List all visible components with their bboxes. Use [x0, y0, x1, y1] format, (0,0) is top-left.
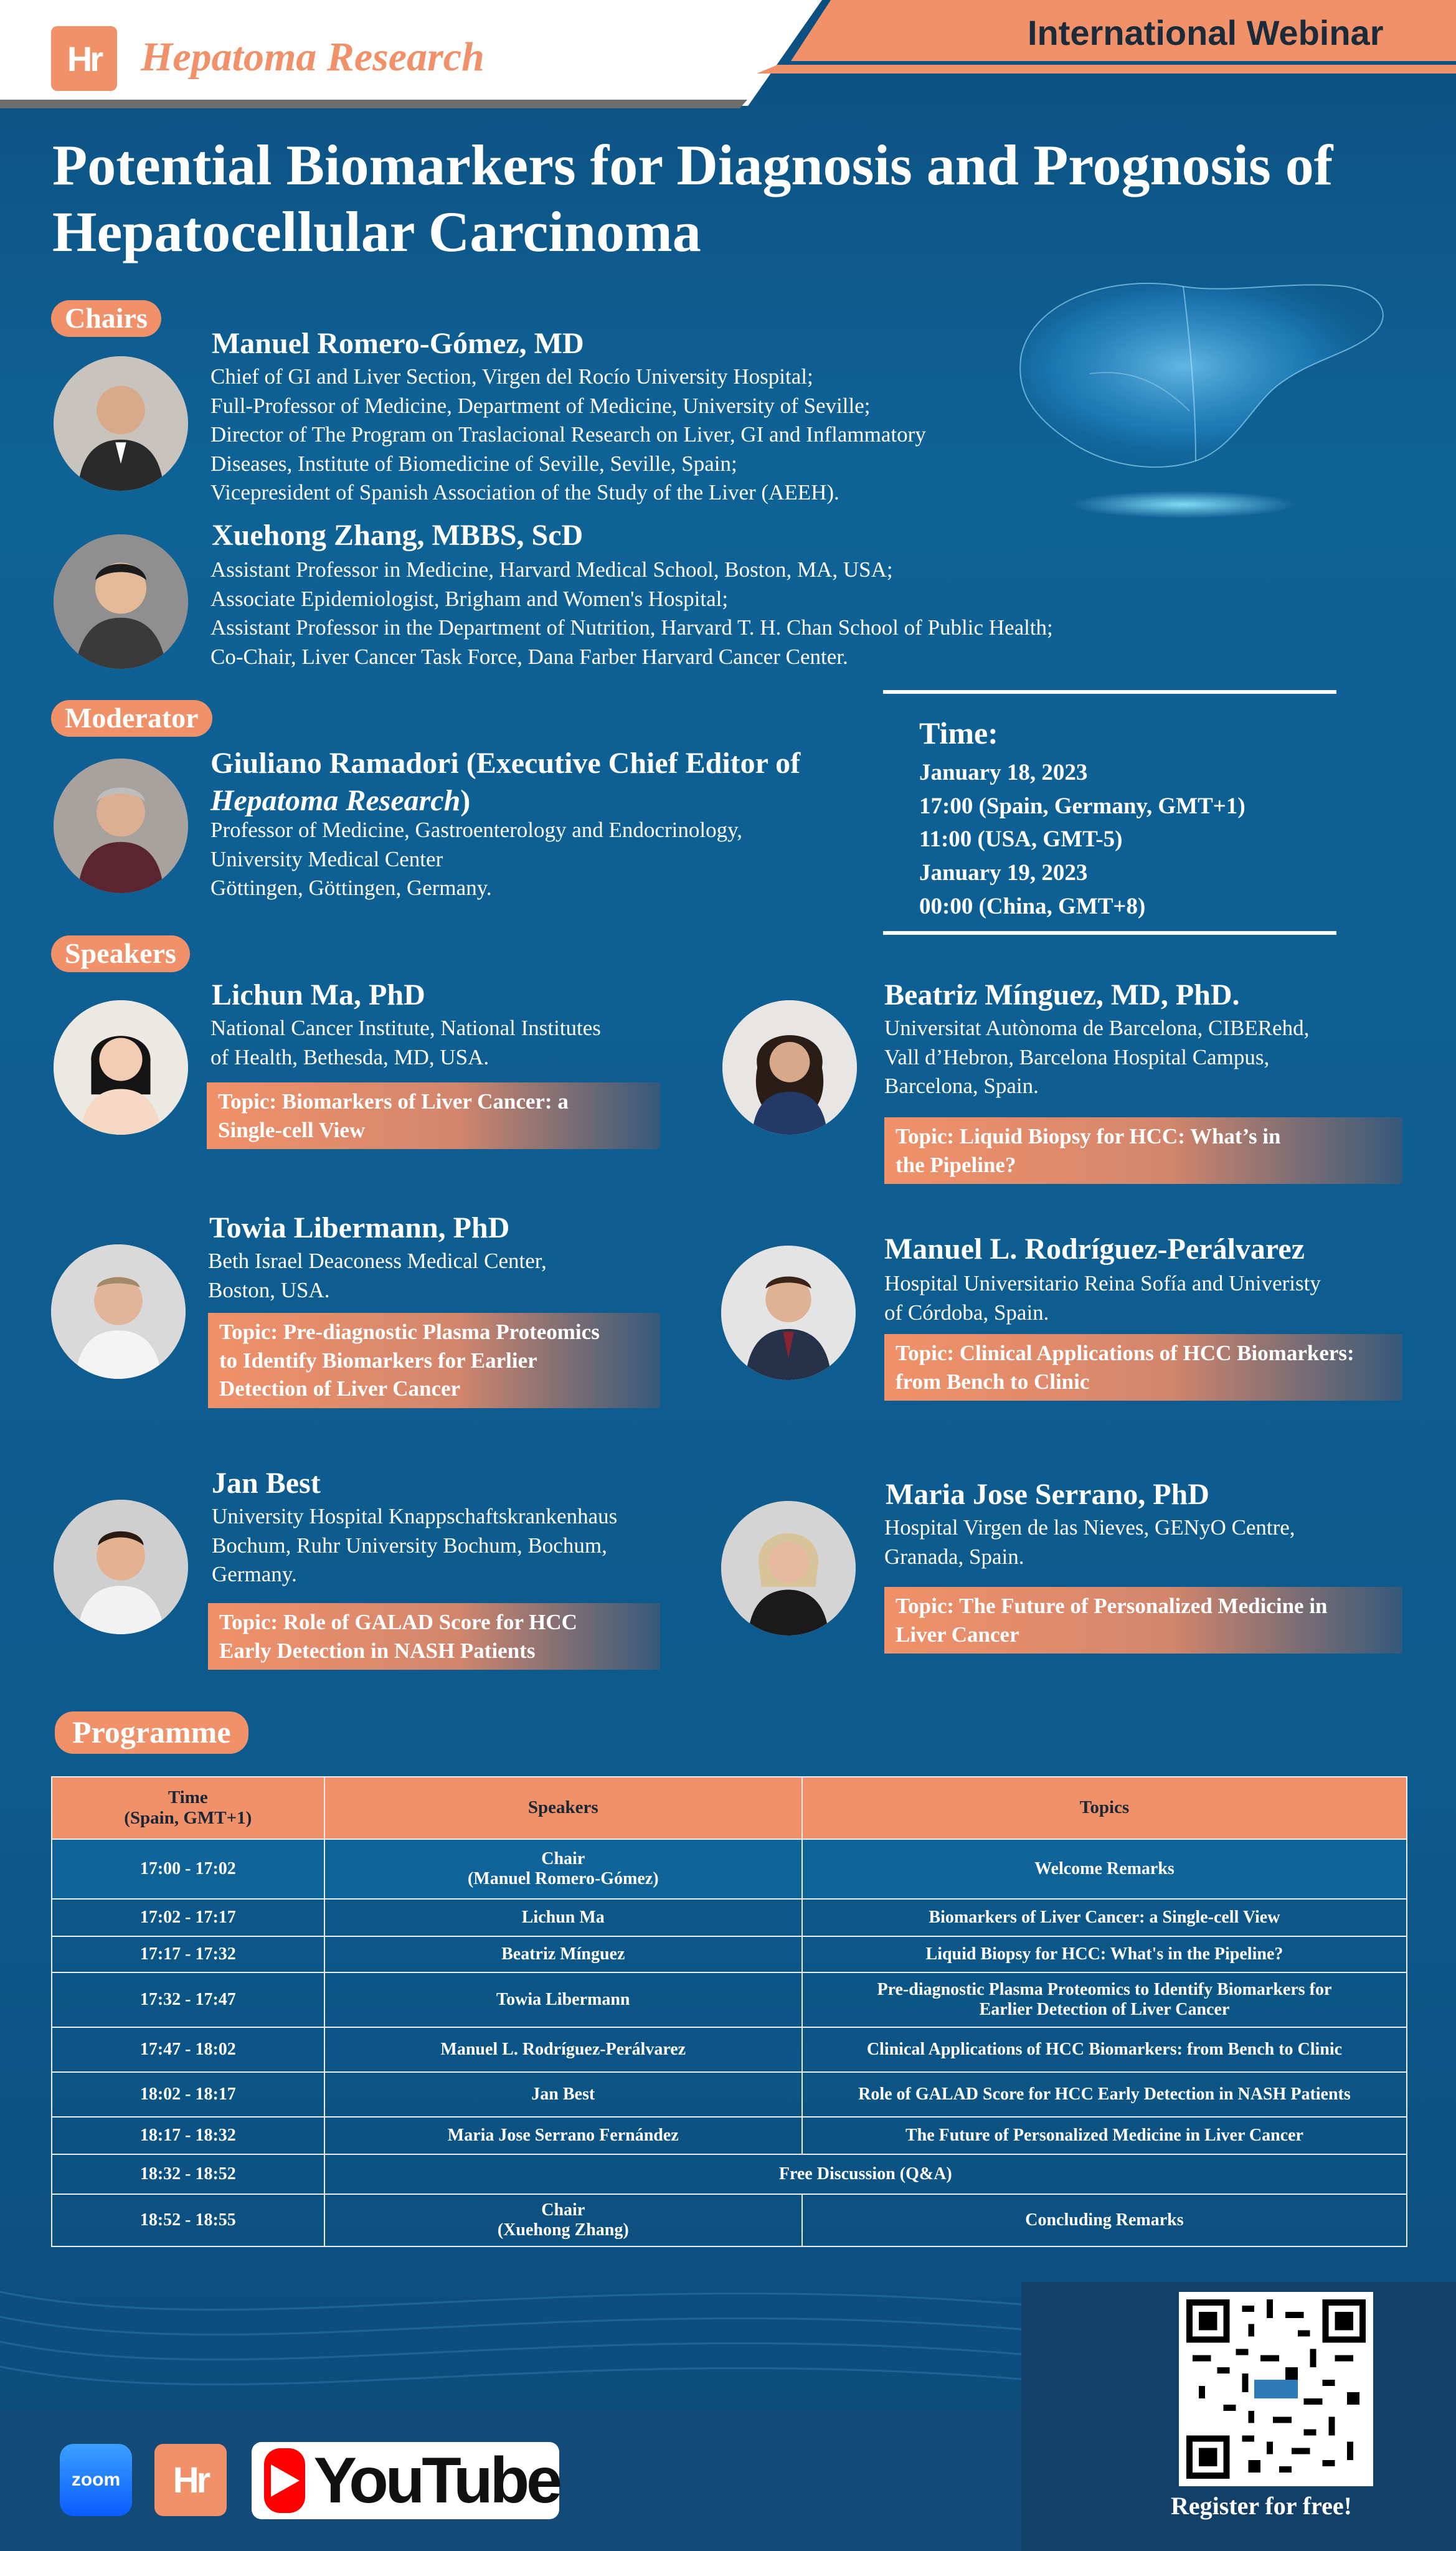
header-time-label: Time: [168, 1787, 208, 1807]
speaker-avatar: [721, 1501, 856, 1635]
table-row: [52, 2117, 1407, 2154]
topic-line: Topic: Role of GALAD Score for HCC: [219, 1610, 577, 1634]
time-box: [883, 690, 1336, 935]
speaker-affiliation-line: Barcelona, Spain.: [884, 1074, 1039, 1099]
speaker-avatar: [54, 1000, 188, 1135]
table-row: [52, 1972, 1407, 2027]
row-topic: Concluding Remarks: [802, 2194, 1407, 2246]
moderator-journal-italic: Hepatoma Research: [210, 784, 461, 817]
row-speaker-line: (Manuel Romero-Gómez): [467, 1869, 659, 1888]
row-speaker: Towia Libermann: [324, 1972, 802, 2027]
speaker-topic: [884, 1587, 1402, 1654]
moderator-tag: Moderator: [51, 700, 212, 737]
speaker-affiliation-line: Granada, Spain.: [884, 1544, 1024, 1569]
header-divider: [0, 100, 747, 108]
speaker-topic: [208, 1313, 660, 1408]
row-topic: Clinical Applications of HCC Biomarkers: from Bench to Clinic: [802, 2027, 1407, 2072]
speaker-topic: [884, 1117, 1402, 1184]
row-topic-line: Earlier Detection of Liver Cancer: [979, 2000, 1230, 2019]
speaker-affiliation-line: Beth Israel Deaconess Medical Center,: [208, 1249, 547, 1273]
topic-line: Liver Cancer: [896, 1622, 1019, 1647]
page-title: [52, 132, 1391, 265]
chair-1-line: Vicepresident of Spanish Association of the Study of the Liver (AEEH).: [210, 480, 839, 505]
speaker-avatar: [54, 1500, 188, 1634]
moderator-line: University Medical Center: [210, 846, 443, 871]
moderator-name-close: ): [460, 784, 471, 817]
time-line: 00:00 (China, GMT+8): [919, 893, 1146, 919]
speaker-name: Towia Libermann, PhD: [209, 1211, 510, 1244]
time-line: January 18, 2023: [919, 760, 1088, 785]
speaker-name: Jan Best: [212, 1467, 321, 1500]
table-row: [52, 1899, 1407, 1936]
row-time: 17:17 - 17:32: [52, 1936, 324, 1972]
speaker-avatar: [721, 1246, 856, 1380]
speaker-affiliation: [884, 1513, 1295, 1571]
table-row: [52, 1936, 1407, 1972]
row-time: 17:02 - 17:17: [52, 1899, 324, 1936]
row-speaker: [324, 1839, 802, 1899]
row-time: 18:32 - 18:52: [52, 2154, 324, 2194]
speaker-affiliation: [208, 1247, 547, 1305]
speaker-topic: [207, 1082, 660, 1149]
row-time: 18:02 - 18:17: [52, 2072, 324, 2117]
topic-line: Topic: Clinical Applications of HCC Biomarkers:: [896, 1341, 1354, 1365]
moderator-line: Professor of Medicine, Gastroenterology and Endocrinology,: [210, 818, 743, 842]
chair-1-line: Full-Professor of Medicine, Department of Medicine, University of Seville;: [210, 393, 871, 418]
row-time: 17:00 - 17:02: [52, 1839, 324, 1899]
row-time: 18:52 - 18:55: [52, 2194, 324, 2246]
topic-line: Topic: The Future of Personalized Medicine in: [896, 1594, 1328, 1618]
chair-2-line: Associate Epidemiologist, Brigham and Women's Hospital;: [210, 586, 729, 611]
speaker-affiliation-line: of Córdoba, Spain.: [884, 1300, 1049, 1325]
youtube-logo-icon[interactable]: [252, 2442, 559, 2519]
row-speaker: Beatriz Mínguez: [324, 1936, 802, 1972]
chairs-tag: Chairs: [51, 300, 161, 337]
table-row: [52, 2072, 1407, 2117]
speaker-avatar: [51, 1244, 186, 1379]
title-line-2: Hepatocellular Carcinoma: [52, 199, 701, 263]
moderator-affiliation: [210, 816, 742, 903]
speaker-topic: [208, 1603, 660, 1670]
header-orange-stripe: [757, 65, 1456, 73]
programme-tag: Programme: [55, 1711, 248, 1754]
speaker-affiliation-line: University Hospital Knappschaftskrankenhaus: [212, 1504, 618, 1528]
chair-1-avatar: [54, 356, 188, 491]
speaker-affiliation-line: of Health, Bethesda, MD, USA.: [210, 1044, 489, 1069]
chair-2-line: Assistant Professor in Medicine, Harvard Medical School, Boston, MA, USA;: [210, 557, 893, 582]
row-topic: Welcome Remarks: [802, 1839, 1407, 1899]
chair-1-line: Diseases, Institute of Biomedicine of Seville, Seville, Spain;: [210, 451, 737, 476]
table-row: [52, 2154, 1407, 2194]
time-line: 11:00 (USA, GMT-5): [919, 826, 1123, 853]
row-topic: Role of GALAD Score for HCC Early Detection in NASH Patients: [802, 2072, 1407, 2117]
programme-header-row: [52, 1777, 1407, 1839]
speaker-affiliation-line: Hospital Virgen de las Nieves, GENyO Centre,: [884, 1515, 1295, 1540]
row-speaker: Maria Jose Serrano Fernández: [324, 2117, 802, 2154]
zoom-logo-icon[interactable]: zoom: [60, 2444, 132, 2516]
header-time-zone: (Spain, GMT+1): [124, 1808, 252, 1828]
row-topic: Liquid Biopsy for HCC: What's in the Pipeline?: [802, 1936, 1407, 1972]
moderator-line: Göttingen, Göttingen, Germany.: [210, 876, 492, 901]
topic-line: Topic: Liquid Biopsy for HCC: What’s in: [896, 1124, 1281, 1148]
register-link[interactable]: Register for free!: [1171, 2492, 1352, 2520]
liver-illustration-icon: [996, 262, 1395, 561]
speaker-affiliation-line: Bochum, Ruhr University Bochum, Bochum,: [212, 1533, 607, 1558]
topic-line: Single-cell View: [218, 1117, 366, 1142]
speaker-affiliation: [212, 1502, 617, 1589]
youtube-wordmark: YouTube: [313, 2444, 559, 2517]
table-row: [52, 1839, 1407, 1899]
speaker-name: Maria Jose Serrano, PhD: [886, 1478, 1209, 1511]
hr-logo-icon[interactable]: Hr: [154, 2444, 227, 2516]
speaker-affiliation-line: Vall d’Hebron, Barcelona Hospital Campus,: [884, 1044, 1270, 1069]
row-speaker-line: (Xuehong Zhang): [497, 2220, 629, 2240]
chair-2-line: Co-Chair, Liver Cancer Task Force, Dana Farber Harvard Cancer Center.: [210, 644, 848, 669]
speaker-affiliation-line: Universitat Autònoma de Barcelona, CIBERehd,: [884, 1016, 1310, 1040]
youtube-play-icon: [264, 2448, 305, 2513]
topic-line: Early Detection in NASH Patients: [219, 1638, 536, 1663]
speaker-name: Lichun Ma, PhD: [212, 978, 425, 1011]
programme-table: [51, 1776, 1407, 2247]
time-title: Time:: [919, 716, 998, 750]
moderator-name-line-2: [210, 782, 800, 820]
chair-1-line: Director of The Program on Traslacional Research on Liver, GI and Inflammatory: [210, 422, 926, 447]
speaker-affiliation: [884, 1014, 1309, 1101]
speakers-tag: Speakers: [51, 935, 190, 972]
row-speaker: Lichun Ma: [324, 1899, 802, 1936]
row-merged: Free Discussion (Q&A): [324, 2154, 1407, 2194]
qr-code-icon[interactable]: [1179, 2292, 1373, 2486]
speaker-name: Beatriz Mínguez, MD, PhD.: [884, 978, 1240, 1011]
chair-1-affiliation: [210, 362, 926, 508]
row-time: 17:47 - 18:02: [52, 2027, 324, 2072]
moderator-avatar: [54, 759, 188, 893]
row-speaker: [324, 2194, 802, 2246]
row-topic: Biomarkers of Liver Cancer: a Single-cell View: [802, 1899, 1407, 1936]
topic-line: Detection of Liver Cancer: [219, 1376, 461, 1401]
speaker-name: Manuel L. Rodríguez-Perálvarez: [884, 1233, 1305, 1266]
column-header-speakers: Speakers: [324, 1777, 802, 1839]
title-line-1: Potential Biomarkers for Diagnosis and Prognosis of: [52, 133, 1333, 197]
time-line: January 19, 2023: [919, 859, 1088, 886]
decorative-wave-lines: [0, 2267, 1021, 2411]
row-topic-line: Pre-diagnostic Plasma Proteomics to Identify Biomarkers for: [877, 1979, 1332, 1999]
speaker-avatar: [722, 1000, 857, 1135]
hr-logo-icon: Hr: [51, 26, 117, 91]
chair-1-line: Chief of GI and Liver Section, Virgen del Rocío University Hospital;: [210, 364, 813, 389]
speaker-topic: [884, 1334, 1402, 1401]
chair-2-line: Assistant Professor in the Department of Nutrition, Harvard T. H. Chan School of Public Health;: [210, 615, 1053, 640]
chair-2-avatar: [54, 534, 188, 669]
row-time: 18:17 - 18:32: [52, 2117, 324, 2154]
speaker-affiliation: [210, 1014, 601, 1072]
speaker-affiliation-line: National Cancer Institute, National Institutes: [210, 1016, 601, 1040]
moderator-name: [210, 745, 800, 820]
row-topic: [802, 1972, 1407, 2027]
topic-line: Topic: Biomarkers of Liver Cancer: a: [218, 1089, 569, 1114]
column-header-time: [52, 1777, 324, 1839]
column-header-topics: Topics: [802, 1777, 1407, 1839]
moderator-name-line-1: Giuliano Ramadori (Executive Chief Editor of: [210, 747, 801, 780]
speaker-affiliation-line: Hospital Universitario Reina Sofía and Univeristy: [884, 1271, 1321, 1295]
chair-1-name: Manuel Romero-Gómez, MD: [212, 327, 584, 360]
speaker-affiliation-line: Boston, USA.: [208, 1277, 330, 1302]
journal-name: Hepatoma Research: [141, 34, 485, 80]
topic-line: the Pipeline?: [896, 1152, 1016, 1177]
speaker-affiliation: [884, 1269, 1321, 1327]
topic-line: Topic: Pre-diagnostic Plasma Proteomics: [219, 1320, 600, 1344]
row-topic: The Future of Personalized Medicine in Liver Cancer: [802, 2117, 1407, 2154]
chair-2-affiliation: [210, 556, 1053, 671]
topic-line: to Identify Biomarkers for Earlier: [219, 1348, 537, 1373]
row-speaker: Jan Best: [324, 2072, 802, 2117]
row-speaker: Manuel L. Rodríguez-Perálvarez: [324, 2027, 802, 2072]
table-row: [52, 2194, 1407, 2246]
time-line: 17:00 (Spain, Germany, GMT+1): [919, 793, 1246, 819]
table-row: [52, 2027, 1407, 2072]
topic-line: from Bench to Clinic: [896, 1369, 1090, 1394]
row-speaker-line: Chair: [541, 1848, 585, 1868]
row-speaker-line: Chair: [541, 2200, 585, 2220]
row-time: 17:32 - 17:47: [52, 1972, 324, 2027]
event-type-label: International Webinar: [1028, 13, 1384, 52]
chair-2-name: Xuehong Zhang, MBBS, ScD: [212, 519, 584, 552]
speaker-affiliation-line: Germany.: [212, 1562, 297, 1587]
